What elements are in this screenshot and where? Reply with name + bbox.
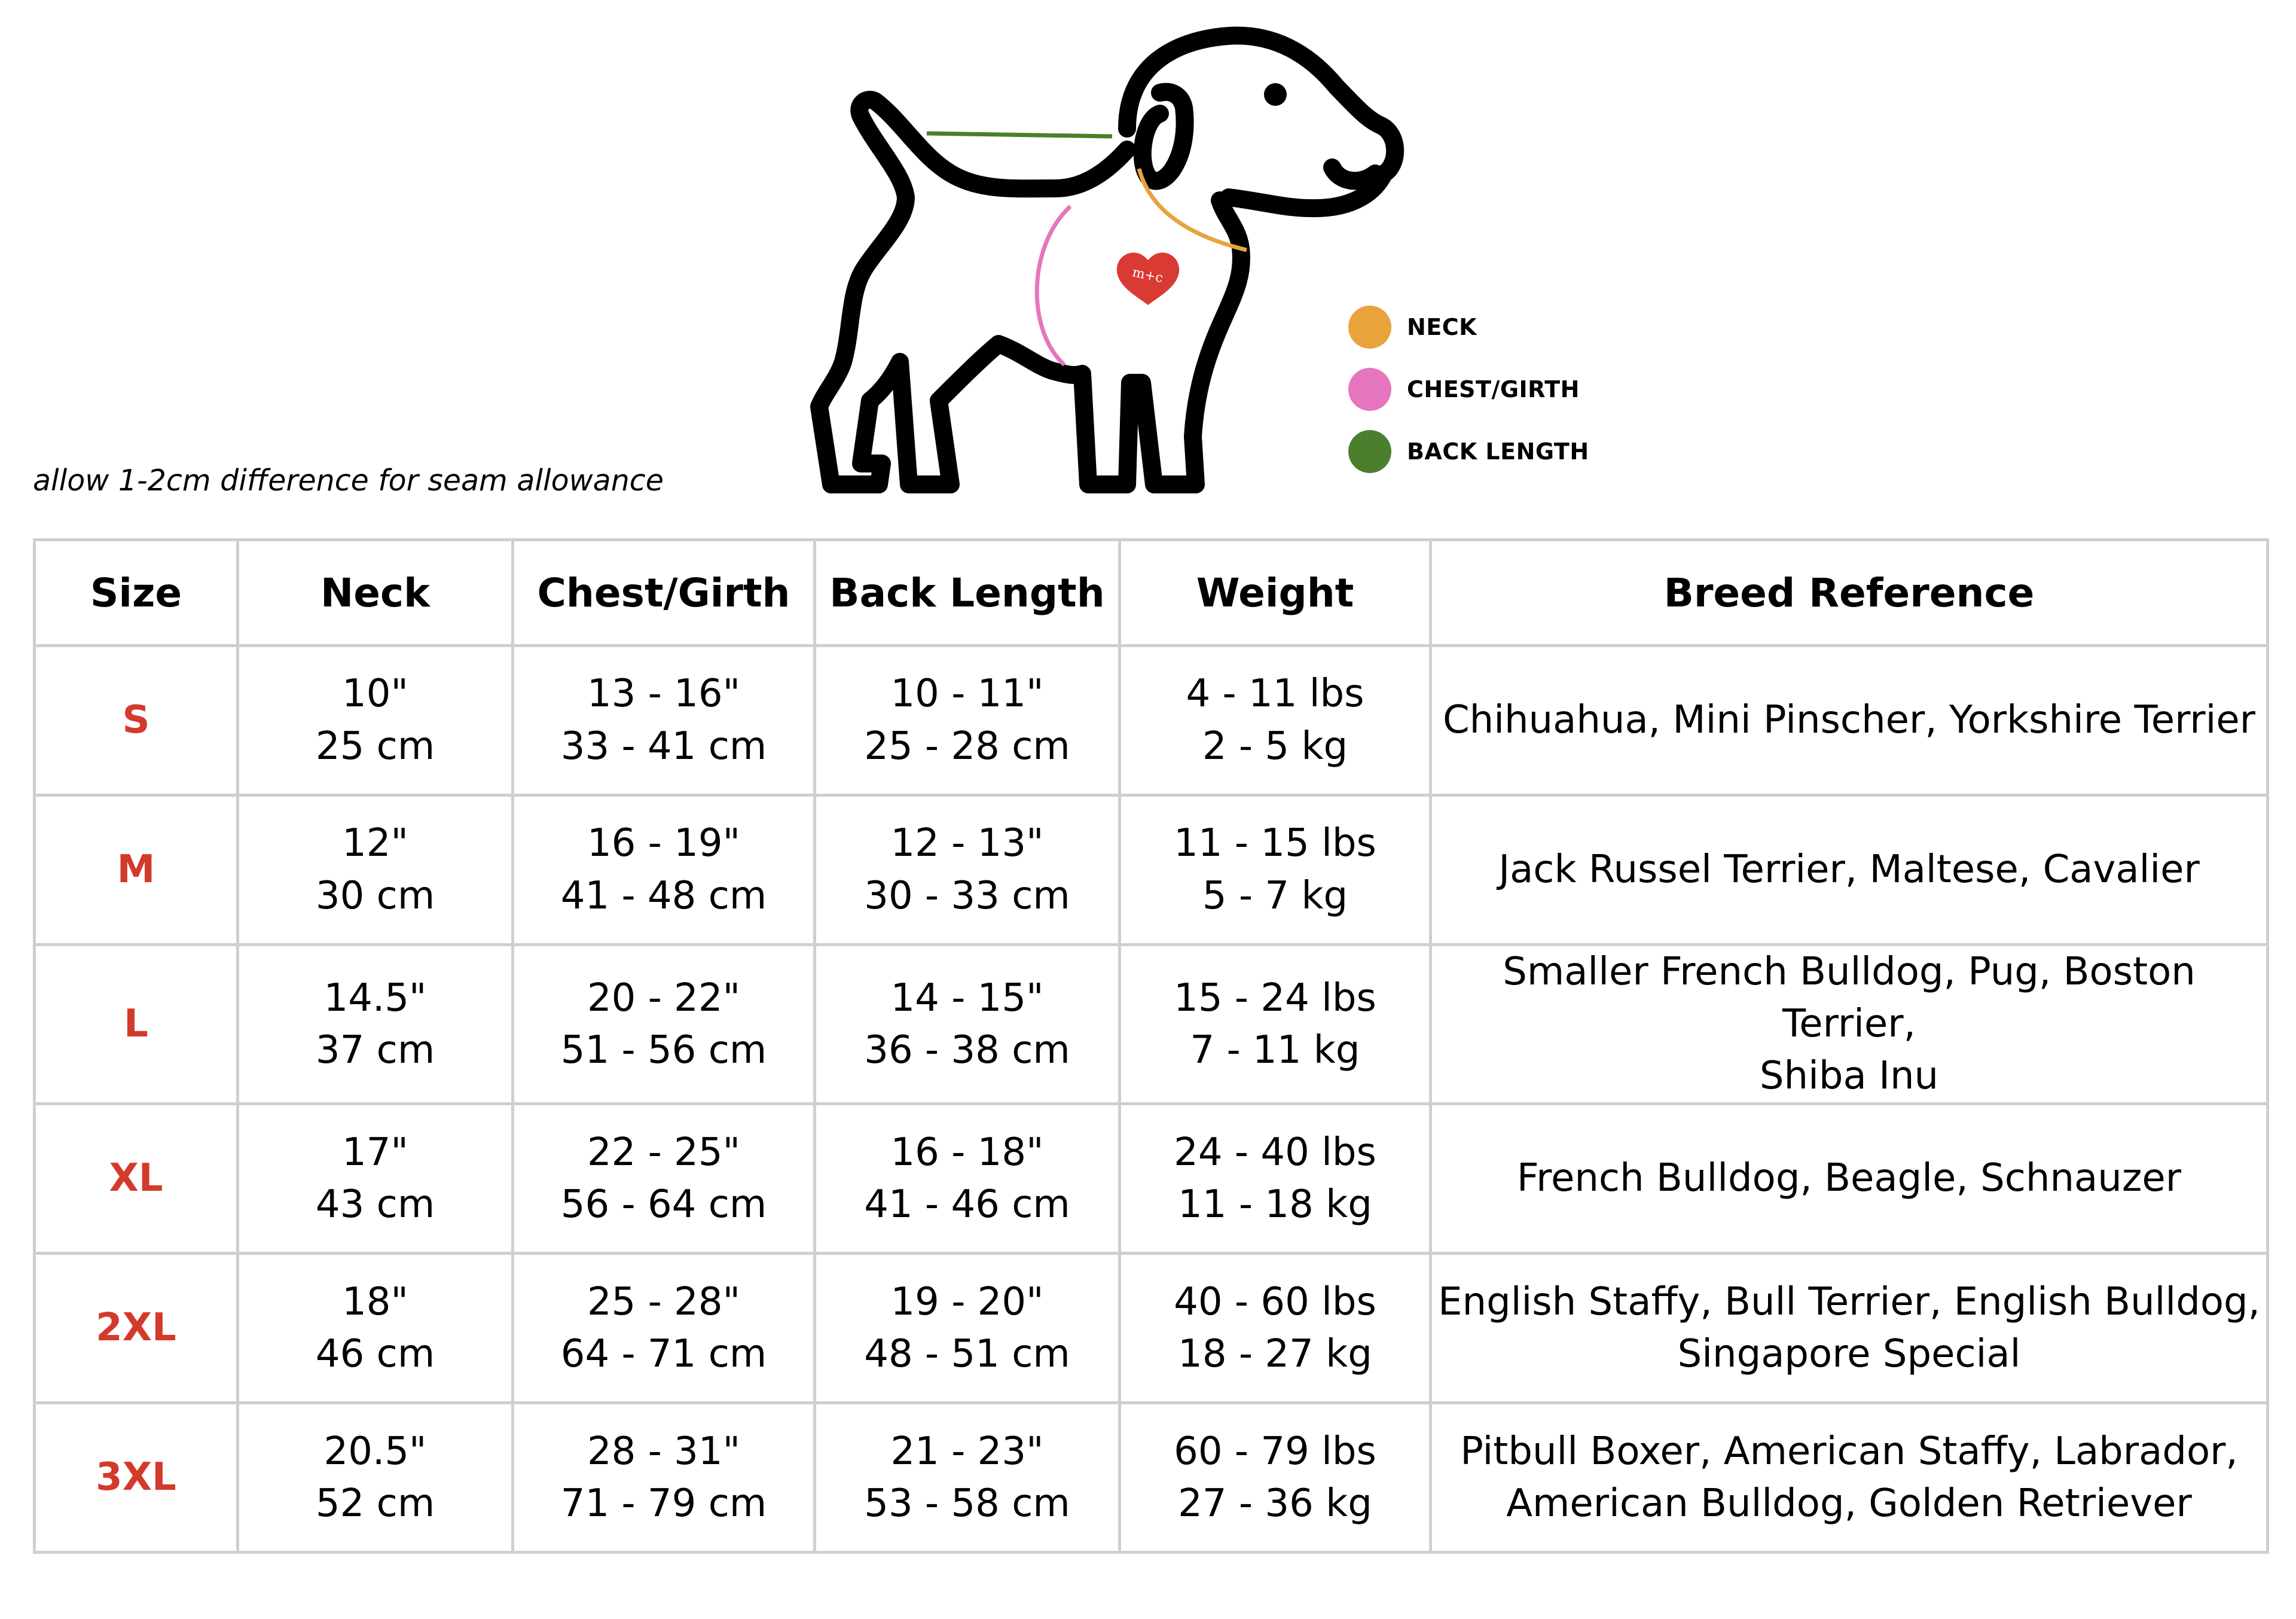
- back-length-inches: 12 - 13": [890, 821, 1044, 866]
- neck-cm: 52 cm: [315, 1481, 435, 1526]
- chest-cell: [513, 795, 815, 945]
- back-length-inches: 14 - 15": [890, 975, 1044, 1020]
- legend-label-back-length: BACK LENGTH: [1407, 438, 1589, 465]
- neck-inches: 10": [342, 672, 408, 716]
- weight-cell: [1120, 1104, 1431, 1254]
- legend-dot-back-length: [1348, 430, 1391, 473]
- breed-cell: [1431, 1403, 2268, 1553]
- weight-lbs: 4 - 11 lbs: [1186, 672, 1364, 716]
- table-row: [35, 795, 2268, 945]
- table-row: [35, 1254, 2268, 1403]
- back-length-cell: [815, 945, 1120, 1104]
- chest-inches: 13 - 16": [587, 672, 741, 716]
- weight-kg: 2 - 5 kg: [1202, 724, 1348, 769]
- chest-cell: [513, 1254, 815, 1403]
- size-cell: S: [35, 646, 238, 795]
- neck-cm: 25 cm: [315, 724, 435, 769]
- weight-lbs: 24 - 40 lbs: [1174, 1130, 1376, 1175]
- chest-cell: [513, 646, 815, 795]
- weight-cell: [1120, 1403, 1431, 1553]
- breed-line: Singapore Special: [1677, 1331, 2021, 1376]
- weight-cell: [1120, 945, 1431, 1104]
- legend-item-chest: [1348, 358, 1589, 420]
- weight-kg: 18 - 27 kg: [1178, 1331, 1372, 1376]
- weight-kg: 7 - 11 kg: [1190, 1027, 1360, 1072]
- table-header-row: [35, 540, 2268, 646]
- chest-cm: 33 - 41 cm: [560, 724, 767, 769]
- breed-line: Pitbull Boxer, American Staffy, Labrador,: [1460, 1429, 2238, 1474]
- back-length-cm: 41 - 46 cm: [864, 1182, 1070, 1227]
- back-length-cell: [815, 646, 1120, 795]
- chest-cell: [513, 1104, 815, 1254]
- dog-ear: [1143, 92, 1185, 181]
- chest-cell: [513, 945, 815, 1104]
- back-length-cm: 53 - 58 cm: [864, 1481, 1070, 1526]
- chest-cm: 71 - 79 cm: [560, 1481, 767, 1526]
- chest-inches: 25 - 28": [587, 1279, 741, 1324]
- legend-item-neck: [1348, 296, 1589, 358]
- header-chest-girth: Chest/Girth: [513, 540, 815, 646]
- weight-cell: [1120, 646, 1431, 795]
- breed-line: English Staffy, Bull Terrier, English Bulldog,: [1438, 1279, 2260, 1324]
- neck-inches: 14.5": [323, 975, 427, 1020]
- neck-inches: 18": [342, 1279, 408, 1324]
- header-weight: Weight: [1120, 540, 1431, 646]
- weight-cell: [1120, 795, 1431, 945]
- legend-label-chest: CHEST/GIRTH: [1407, 376, 1580, 403]
- chest-cm: 51 - 56 cm: [560, 1027, 767, 1072]
- header-back-length: Back Length: [815, 540, 1120, 646]
- back-length-cm: 30 - 33 cm: [864, 873, 1070, 918]
- table-row: [35, 1403, 2268, 1553]
- breed-line: French Bulldog, Beagle, Schnauzer: [1516, 1156, 2182, 1201]
- neck-inches: 20.5": [323, 1429, 427, 1474]
- weight-kg: 5 - 7 kg: [1202, 873, 1348, 918]
- table-row: [35, 646, 2268, 795]
- back-length-inches: 10 - 11": [890, 672, 1044, 716]
- heart-tag: [1117, 252, 1179, 305]
- neck-cm: 37 cm: [315, 1027, 435, 1072]
- measurement-legend: [1348, 296, 1589, 483]
- neck-cell: [238, 1104, 513, 1254]
- neck-cell: [238, 795, 513, 945]
- seam-allowance-note: allow 1-2cm difference for seam allowance: [33, 464, 664, 498]
- neck-cm: 46 cm: [315, 1331, 435, 1376]
- chest-cell: [513, 1403, 815, 1553]
- neck-cell: [238, 945, 513, 1104]
- table-row: [35, 945, 2268, 1104]
- breed-cell: [1431, 1104, 2268, 1254]
- back-length-cm: 48 - 51 cm: [864, 1331, 1070, 1376]
- chest-cm: 64 - 71 cm: [560, 1331, 767, 1376]
- header-breed-reference: Breed Reference: [1431, 540, 2268, 646]
- back-length-cell: [815, 795, 1120, 945]
- breed-cell: [1431, 1254, 2268, 1403]
- neck-inches: 12": [342, 821, 408, 866]
- breed-line: Smaller French Bulldog, Pug, Boston Terrier,: [1503, 950, 2196, 1047]
- chest-inches: 28 - 31": [587, 1429, 741, 1474]
- size-cell: L: [35, 945, 238, 1104]
- header-neck: Neck: [238, 540, 513, 646]
- dog-illustration: [801, 18, 1405, 514]
- size-chart-table: [33, 538, 2269, 1554]
- weight-lbs: 60 - 79 lbs: [1174, 1429, 1376, 1474]
- breed-cell: [1431, 945, 2268, 1104]
- breed-line: Jack Russel Terrier, Maltese, Cavalier: [1498, 847, 2200, 892]
- weight-kg: 27 - 36 kg: [1178, 1481, 1372, 1526]
- weight-kg: 11 - 18 kg: [1178, 1182, 1372, 1227]
- back-length-inches: 21 - 23": [890, 1429, 1044, 1474]
- breed-cell: [1431, 795, 2268, 945]
- legend-dot-neck: [1348, 306, 1391, 349]
- neck-cm: 30 cm: [315, 873, 435, 918]
- chest-inches: 20 - 22": [587, 975, 741, 1020]
- legend-item-back-length: [1348, 420, 1589, 483]
- size-cell: M: [35, 795, 238, 945]
- header-size: Size: [35, 540, 238, 646]
- neck-cell: [238, 1403, 513, 1553]
- size-cell: 2XL: [35, 1254, 238, 1403]
- size-cell: 3XL: [35, 1403, 238, 1553]
- back-length-cell: [815, 1254, 1120, 1403]
- chest-guide: [1037, 206, 1070, 365]
- back-length-cm: 25 - 28 cm: [864, 724, 1070, 769]
- neck-cell: [238, 1254, 513, 1403]
- neck-inches: 17": [342, 1130, 408, 1175]
- table-row: [35, 1104, 2268, 1254]
- chest-cm: 56 - 64 cm: [560, 1182, 767, 1227]
- dog-mouth: [1332, 167, 1375, 181]
- legend-label-neck: NECK: [1407, 314, 1477, 340]
- breed-line: American Bulldog, Golden Retriever: [1506, 1481, 2192, 1526]
- back-length-guide: [927, 133, 1112, 136]
- neck-cell: [238, 646, 513, 795]
- chest-inches: 16 - 19": [587, 821, 741, 866]
- weight-lbs: 40 - 60 lbs: [1174, 1279, 1376, 1324]
- breed-cell: [1431, 646, 2268, 795]
- weight-lbs: 11 - 15 lbs: [1174, 821, 1376, 866]
- legend-dot-chest: [1348, 368, 1391, 411]
- weight-cell: [1120, 1254, 1431, 1403]
- breed-line: Chihuahua, Mini Pinscher, Yorkshire Terrier: [1442, 697, 2256, 742]
- weight-lbs: 15 - 24 lbs: [1174, 975, 1376, 1020]
- size-cell: XL: [35, 1104, 238, 1254]
- neck-cm: 43 cm: [315, 1182, 435, 1227]
- back-length-cm: 36 - 38 cm: [864, 1027, 1070, 1072]
- back-length-cell: [815, 1403, 1120, 1553]
- chest-cm: 41 - 48 cm: [560, 873, 767, 918]
- chest-inches: 22 - 25": [587, 1130, 741, 1175]
- back-length-inches: 19 - 20": [890, 1279, 1044, 1324]
- dog-eye: [1264, 83, 1287, 106]
- back-length-inches: 16 - 18": [890, 1130, 1044, 1175]
- breed-line: Shiba Inu: [1759, 1054, 1939, 1099]
- back-length-cell: [815, 1104, 1120, 1254]
- heart-tag-text: m+c: [1131, 265, 1165, 286]
